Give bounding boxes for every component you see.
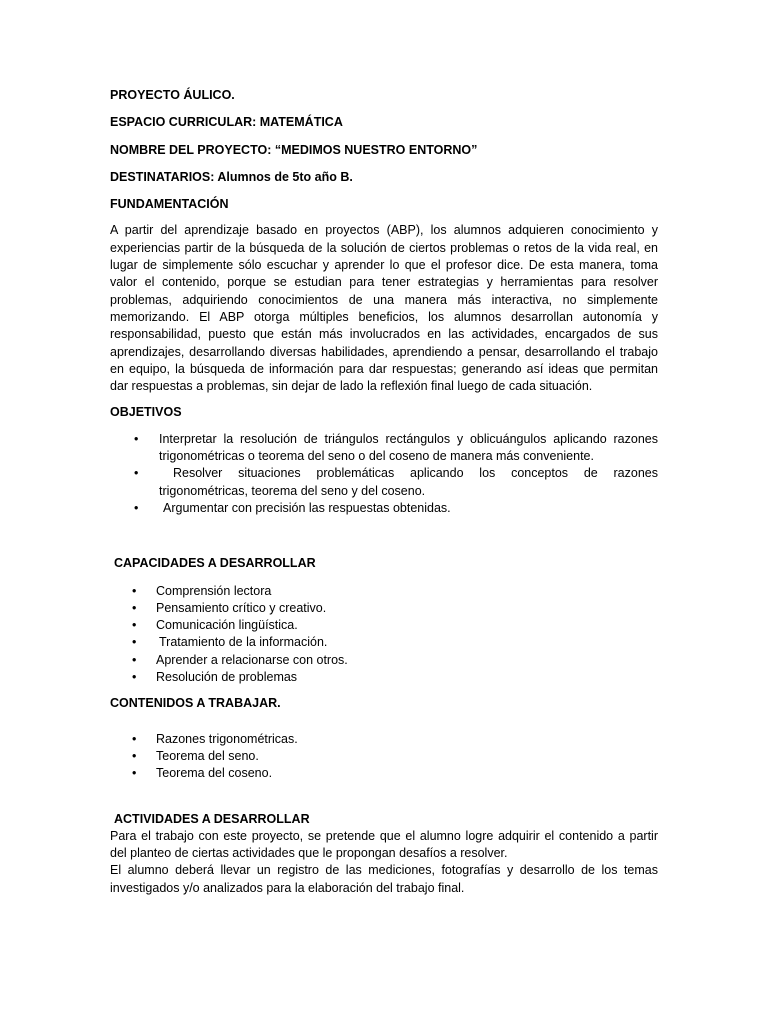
contenidos-list [110,731,658,783]
bullet-icon: • [132,600,137,615]
capacidades-title: CAPACIDADES A DESARROLLAR [114,556,316,571]
list-item [110,731,658,748]
objetivos-title: OBJETIVOS [110,405,182,420]
list-item-text: Argumentar con precisión las respuestas obtenidas. [163,500,451,515]
list-item [110,634,658,651]
actividades-title: ACTIVIDADES A DESARROLLAR [114,811,310,826]
list-item [110,652,658,669]
list-item-text: Resolución de problemas [156,670,298,685]
bullet-icon: • [132,618,137,633]
list-item [110,500,658,517]
curricular-space-heading: ESPACIO CURRICULAR: MATEMÁTICA [110,115,343,130]
list-item [110,583,658,600]
list-item-text: Teorema del seno. [156,748,259,763]
objetivos-list [110,431,658,517]
bullet-icon: • [134,500,139,515]
list-item [110,465,658,500]
list-item [110,669,658,686]
bullet-icon: • [132,635,137,650]
bullet-icon: • [132,748,137,763]
bullet-icon: • [132,766,137,781]
list-item [110,600,658,617]
list-item-text: Aprender a relacionarse con otros. [156,652,348,667]
list-item-text: Razones trigonométricas. [156,731,298,746]
bullet-icon: • [132,670,137,685]
fundamentacion-paragraph: A partir del aprendizaje basado en proyectos (ABP), los alumnos adquieren conocimiento y experiencias partir de la búsqueda de la solución de ciertos problemas o retos de la vida real, en lugar de simplemente sólo escuchar y aprender lo que el profesor dice. De esta manera, toma valor el contenido, porque se estudian para tener estrategias y herramientas para resolver problemas, adquiriendo conocimientos de una manera más interactiva, no simplemente memorizando. El ABP otorga múltiples beneficios, los alumnos desarrollan autonomía y responsabilidad, puesto que están más involucrados en las actividades, encargados de sus aprendizajes, desarrollando diversas habilidades, aprendiendo a pensar, desarrollando el trabajo en equipo, la búsqueda de información para dar respuestas; generando así ideas que permitan dar respuestas a problemas, sin dejar de lado la reflexión final luego de cada situación. [110,223,658,394]
list-item-text: Pensamiento crítico y creativo. [156,600,327,615]
document-page [110,87,658,897]
list-item [110,765,658,782]
bullet-icon: • [132,583,137,598]
list-item [110,617,658,634]
actividades-paragraph-1: Para el trabajo con este proyecto, se pretende que el alumno logre adquirir el contenido a partir del planteo de ciertas actividades que le propongan desafíos a resolver. [110,828,658,861]
recipients-heading: DESTINATARIOS: Alumnos de 5to año B. [110,169,353,184]
project-name-heading: NOMBRE DEL PROYECTO: “MEDIMOS NUESTRO ENTORNO” [110,142,478,157]
fundamentacion-title: FUNDAMENTACIÓN [110,197,229,212]
contenidos-title: CONTENIDOS A TRABAJAR. [110,696,281,711]
actividades-paragraph-2: El alumno deberá llevar un registro de las mediciones, fotografías y desarrollo de los temas investigados y/o analizados para la elaboración del trabajo final. [110,863,658,895]
project-type-heading: PROYECTO ÁULICO. [110,88,235,102]
bullet-icon: • [132,652,137,667]
list-item-text: Tratamiento de la información. [159,635,328,650]
list-item-text: Teorema del coseno. [156,766,273,781]
list-item-text: Resolver situaciones problemáticas aplicando los conceptos de razones trigonométricas, teorema del seno y del coseno. [159,466,658,498]
bullet-icon: • [132,731,137,746]
list-item-text: Comprensión lectora [156,583,272,598]
bullet-icon: • [134,431,139,446]
list-item-text: Interpretar la resolución de triángulos rectángulos y oblicuángulos aplicando razones trigonométricas o teorema del seno o del coseno de manera más conveniente. [159,431,658,464]
list-item [110,431,658,466]
list-item [110,748,658,765]
capacidades-list [110,583,658,687]
list-item-text: Comunicación lingüística. [156,618,298,633]
bullet-icon: • [134,466,139,481]
